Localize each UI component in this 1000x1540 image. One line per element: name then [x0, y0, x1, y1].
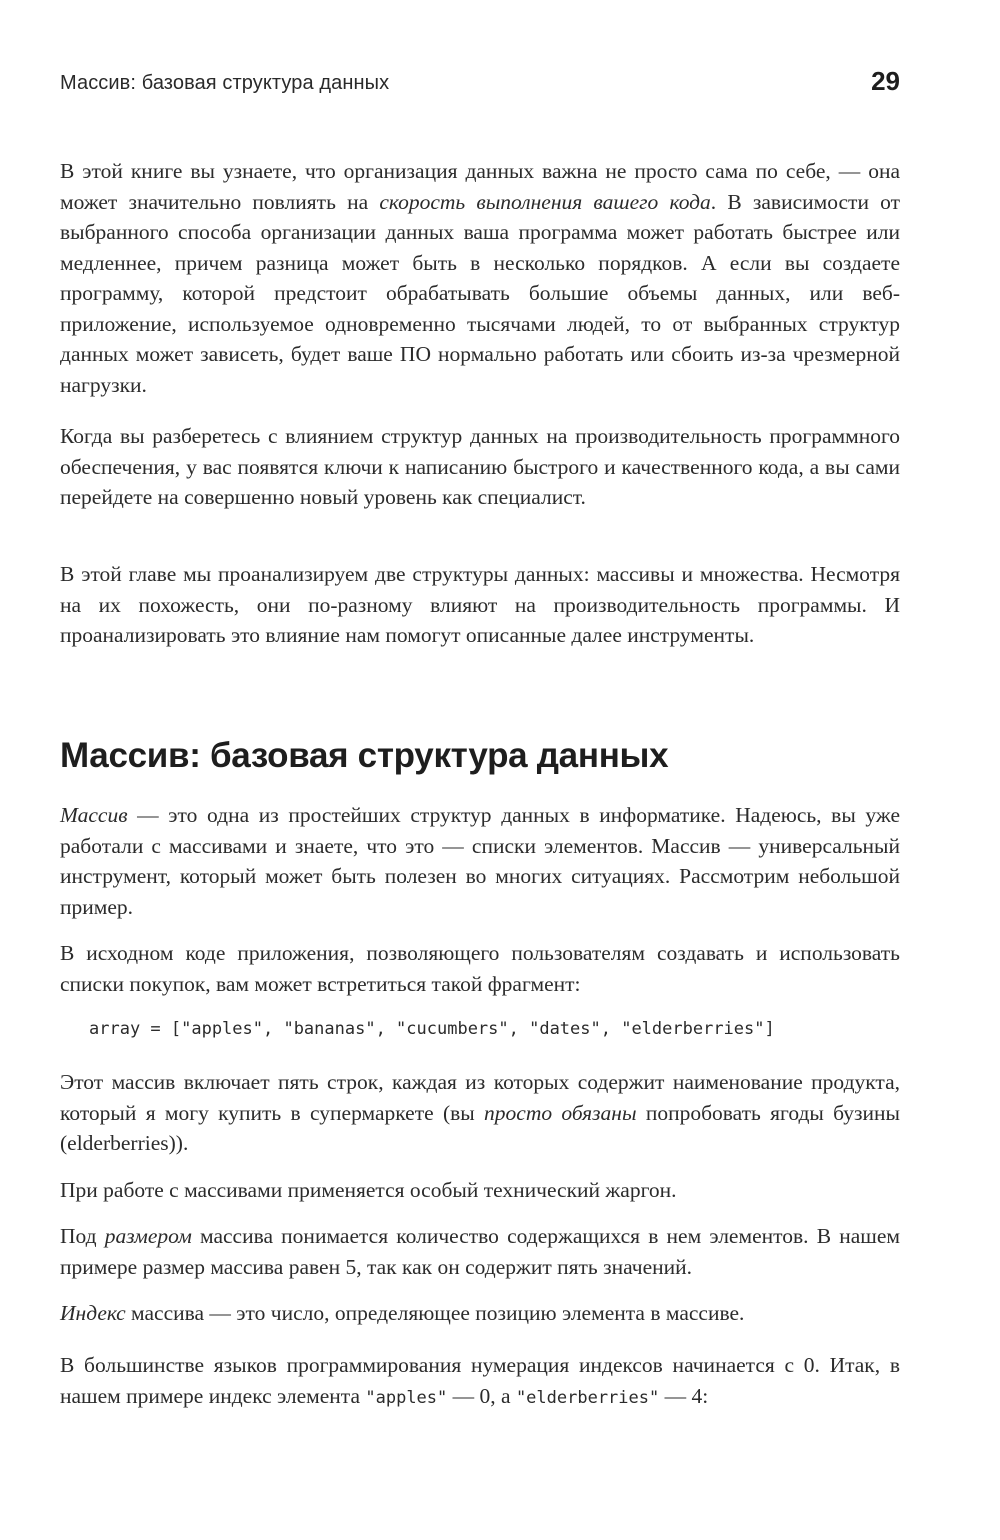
inline-code-apples: "apples": [365, 1387, 448, 1408]
running-header: [60, 66, 900, 106]
section-text-3: [60, 1067, 900, 1159]
section-text-2: [60, 938, 900, 999]
page-number: 29: [871, 66, 900, 96]
section-paragraph-7: В большинстве языков программирования нумерация индексов начинается с 0. Итак, в нашем примере индекс элемента "apples" — 0, а "elderberries" — 4:: [60, 1353, 900, 1408]
section-text-7: [60, 1350, 900, 1413]
intro-paragraph-1: В этой книге вы узнаете, что организация данных важна не просто сама по себе, — она может значительно повлиять на скорость выполнения вашего кода. В зависимости от выбранного способа организации данных ваша программа может работать быстрее или медленнее, причем разница может быть в несколько порядков. А если вы создаете программу, которой предстоит обрабатывать большие объемы данных, или веб-приложение, используемое одновременно тысячами людей, то от выбранных структур данных может зависеть, будет ваше ПО нормально работать или сбоить из-за чрезмерной нагрузки.: [60, 159, 901, 397]
section-paragraph-3: Этот массив включает пять строк, каждая из которых содержит наименование продукта, который я могу купить в супермаркете (вы просто обязаны попробовать ягоды бузины (elderberries)).: [60, 1070, 900, 1155]
running-title: Массив: базовая структура данных: [60, 72, 390, 94]
section-heading: Массив: базовая структура данных: [60, 736, 669, 775]
code-example: array = ["apples", "bananas", "cucumbers", "dates", "elderberries"]: [89, 1019, 775, 1039]
section-text-6: [60, 1298, 900, 1329]
inline-code-elderberries: "elderberries": [515, 1387, 660, 1408]
section-paragraph-4: При работе с массивами применяется особый технический жаргон.: [60, 1178, 677, 1202]
intro-paragraph-2: Когда вы разберетесь с влиянием структур данных на производительность программного обеспечения, у вас появятся ключи к написанию быстрого и качественного кода, а вы сами перейдете на совершенно новый уровень как специалист.: [60, 424, 900, 509]
section-text-5: [60, 1221, 900, 1282]
intro-text: [60, 156, 900, 400]
section-text-1: [60, 800, 900, 922]
section-paragraph-6: Индекс массива — это число, определяющее позицию элемента в массиве.: [60, 1301, 745, 1325]
intro-paragraph-3: В этой главе мы проанализируем две структуры данных: массивы и множества. Несмотря на их похожесть, они по-разному влияют на производительность программы. И проанализировать это влияние нам помогут описанные далее инструменты.: [60, 562, 900, 647]
section-paragraph-2: В исходном коде приложения, позволяющего пользователям создавать и использовать списки покупок, вам может встретиться такой фрагмент:: [60, 941, 900, 996]
intro-text-3: [60, 559, 900, 651]
section-paragraph-1: Массив — это одна из простейших структур данных в информатике. Надеюсь, вы уже работали с массивами и знаете, что это — списки элементов. Массив — универсальный инструмент, который может быть полезен во многих ситуациях. Рассмотрим небольшой пример.: [60, 803, 900, 919]
section-paragraph-5: Под размером массива понимается количество содержащихся в нем элементов. В нашем примере размер массива равен 5, так как он содержит пять значений.: [60, 1224, 900, 1279]
section-text-4: [60, 1175, 900, 1206]
intro-text-2: [60, 421, 900, 513]
